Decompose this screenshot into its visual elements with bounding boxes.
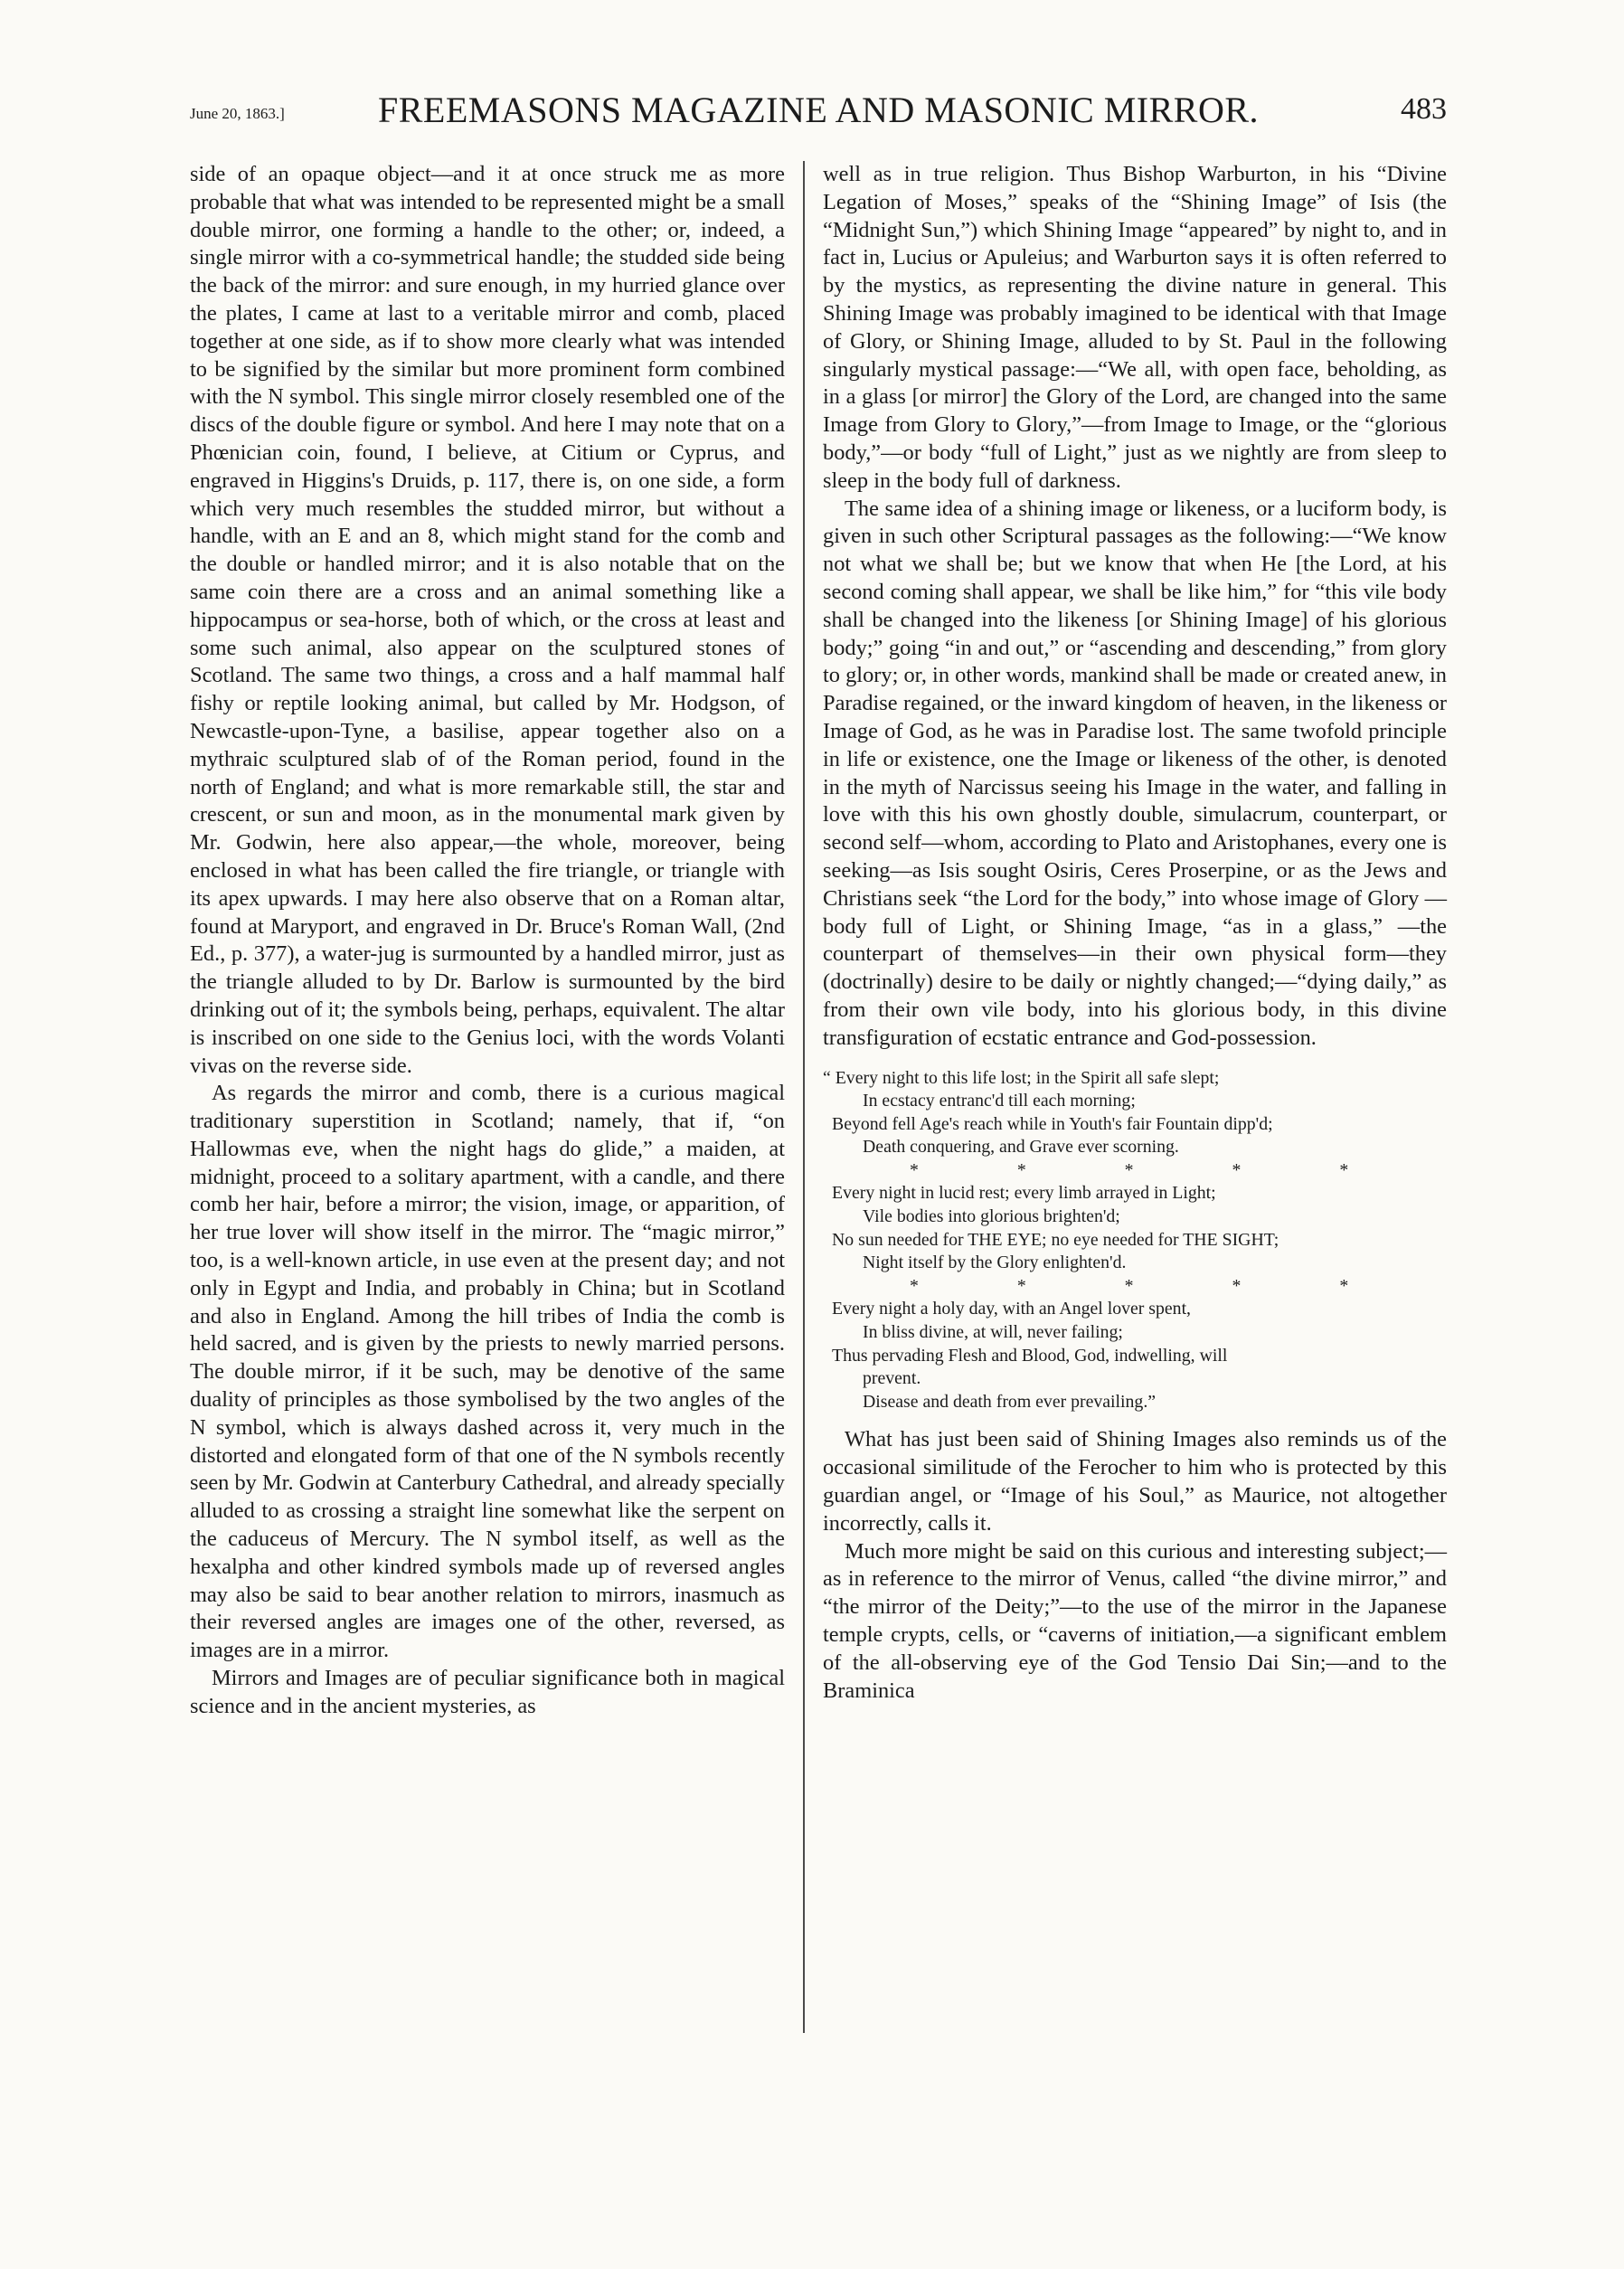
paragraph: Mirrors and Images are of peculiar significance both in magical science and in the ancient mysteries, as [190,1666,785,1718]
section-stars: * * * * * [910,1159,1396,1180]
poem-line: Death conquering, and Grave ever scorning. [863,1137,1179,1158]
poem-line: prevent. [863,1368,921,1389]
poem-line: Thus pervading Flesh and Blood, God, indwelling, will [832,1345,1228,1366]
column-divider [803,161,805,2033]
paragraph: Much more might be said on this curious and interesting subject;—as in reference to the mirror of Venus, called “the divine mirror,” and “the mirror of the Deity;”—to the use of the mirror in the Japanese temple crypts, cells, or “caverns of initiation,—a significant emblem of the all-observing eye of the God Tensio Dai Sin;—and to the Braminica [823,1538,1447,1703]
poem-line: No sun needed for THE EYE; no eye needed for THE SIGHT; [832,1229,1279,1250]
poem-quotation [823,1067,1447,1414]
paragraph: well as in true religion. Thus Bishop Warburton, in his “Divine Legation of Moses,” speaks of the “Shining Image” of Isis (the “Midnight Sun,”) which Shining Image “appeared” by night to, and in fact in, Lucius or Apuleius; and Warburton says it is often referred to by the mystics, as representing the divine nature in general. This Shining Image was probably imagined to be identical with that Image of Glory, or Shining Image, alluded to by St. Paul in the following singularly mystical passage:—“We all, with open face, beholding, as in a glass [or mirror] the Glory of the Lord, are changed into the same Image from Glory to Glory,”—from Image to Image, or the “glorious body,”—or body “full of Light,” just as we nightly are from sleep to sleep in the body full of darkness. [823,162,1447,493]
page-number: 483 [1401,92,1447,126]
left-column [190,161,785,1721]
section-stars: * * * * * [910,1275,1396,1296]
paragraph: As regards the mirror and comb, there is a curious magical traditionary superstition in Scotland; namely, that if, “on Hallowmas eve, when the night hags do glide,” a maiden, at midnight, proceed to a solitary apartment, with a candle, and there comb her hair, before a mirror; the vision, image, or apparition, of her true lover will show itself in the mirror. The “magic mirror,” too, is a well-known article, in use even at the present day; and not only in Egypt and India, and probably in China; but in Scotland and also in England. Among the hill tribes of India the comb is held sacred, and is given by the priests to newly married persons. The double mirror, if it be such, may be denotive of the same duality of principles as those symbolised by the two angles of the N symbol, which is always dashed across it, very much in the distorted and elongated form of that one of the N symbols recently seen by Mr. Godwin at Canterbury Cathedral, and already specially alluded to as crossing a straight line somewhat like the serpent on the caduceus of Mercury. The N symbol itself, as well as the hexalpha and other kindred symbols made up of reversed angles may also be said to bear another relation to mirrors, inasmuch as their reversed angles are images one of the other, reversed, as images are in a mirror. [190,1081,785,1663]
poem-line: In bliss divine, at will, never failing; [863,1322,1123,1343]
right-column [823,161,1447,1705]
poem-line: “ Every night to this life lost; in the Spirit all safe slept; [823,1067,1220,1088]
page-header [190,85,1447,139]
poem-line: Beyond fell Age's reach while in Youth's fair Fountain dipp'd; [832,1113,1273,1134]
poem-line: In ecstacy entranc'd till each morning; [863,1091,1136,1111]
poem-line: Vile bodies into glorious brighten'd; [863,1206,1120,1227]
paragraph: The same idea of a shining image or likeness, or a luciform body, is given in such other Scriptural passages as the following:—“We know not what we shall be; but we know that when He [the Lord, at his second coming shall appear, we shall be like him,” for “this vile body shall be changed into the likeness [or Shining Image] of his glorious body;” going “in and out,” or “ascending and descending,” from glory to glory; or, in other words, mankind shall be made or created anew, in Paradise regained, or the inward kingdom of heaven, in the likeness or Image of God, as he was in Paradise lost. The same twofold principle in life or existence, one the Image or likeness of the other, is denoted in the myth of Narcissus seeing his Image in the water, and falling in love with this his own ghostly double, simulacrum, counterpart, or second self—whom, according to Plato and Aristophanes, every one is seeking—as Isis sought Osiris, Ceres Proserpine, or as the Jews and Christians seek “the Lord for the body,” into whose image of Glory —body full of Light, or Shining Image, “as in a glass,” —the counterpart of themselves—in their own physical form—they (doctrinally) desire to be daily or nightly changed;—“dying daily,” as from their own vile body, into his glorious body, in this divine transfiguration of ecstatic entrance and God-possession. [823,496,1447,1050]
paragraph: What has just been said of Shining Images also reminds us of the occasional similitude of the Ferocher to him who is protected by this guardian angel, or “Image of his Soul,” as Maurice, not altogether incorrectly, calls it. [823,1427,1447,1536]
issue-date: June 20, 1863.] [190,105,285,122]
poem-line: Night itself by the Glory enlighten'd. [863,1253,1127,1273]
poem-line: Every night a holy day, with an Angel lover spent, [832,1299,1192,1319]
poem-line: Disease and death from ever prevailing.” [863,1391,1157,1412]
magazine-title: FREEMASONS MAGAZINE AND MASONIC MIRROR. [377,90,1260,130]
poem-line: Every night in lucid rest; every limb arrayed in Light; [832,1183,1216,1204]
paragraph: side of an opaque object—and it at once struck me as more probable that what was intended to be represented might be a small double mirror, one forming a handle to the other; or, indeed, a single mirror with a co-symmetrical handle; the studded side being the back of the mirror: and sure enough, in my hurried glance over the plates, I came at last to a veritable mirror and comb, placed together at one side, as if to show more clearly what was intended to be signified by the similar but more prominent form combined with the N symbol. This single mirror closely resembled one of the discs of the double figure or symbol. And here I may note that on a Phœnician coin, found, I believe, at Citium or Cyprus, and engraved in Higgins's Druids, p. 117, there is, on one side, a form which very much resembles the studded mirror, but without a handle, with an E and an 8, which might stand for the comb and the double or handled mirror; and it is also notable that on the same coin there are a cross and an animal something like a hippocampus or sea-horse, both of which, or the cross at least and some such animal, also appear on the sculptured stones of Scotland. The same two things, a cross and a half mammal half fishy or reptile looking animal, but called by Mr. Hodgson, of Newcastle-upon-Tyne, a basilise, appear together also on a mythraic sculptured slab of of the Roman period, found in the north of England; and what is more remarkable still, the star and crescent, or sun and moon, as in the monumental mark given by Mr. Godwin, here also appear,—the whole, moreover, being enclosed in what has been called the fire triangle, or triangle with its apex upwards. I may here also observe that on a Roman altar, found at Maryport, and engraved in Dr. Bruce's Roman Wall, (2nd Ed., p. 377), a water-jug is surmounted by a handled mirror, just as the triangle alluded to by Dr. Barlow is surmounted by the bird drinking out of it; the symbols being, perhaps, equivalent. The altar is inscribed on one side to the Genius loci, with the words Volanti vivas on the reverse side. [190,162,785,1078]
